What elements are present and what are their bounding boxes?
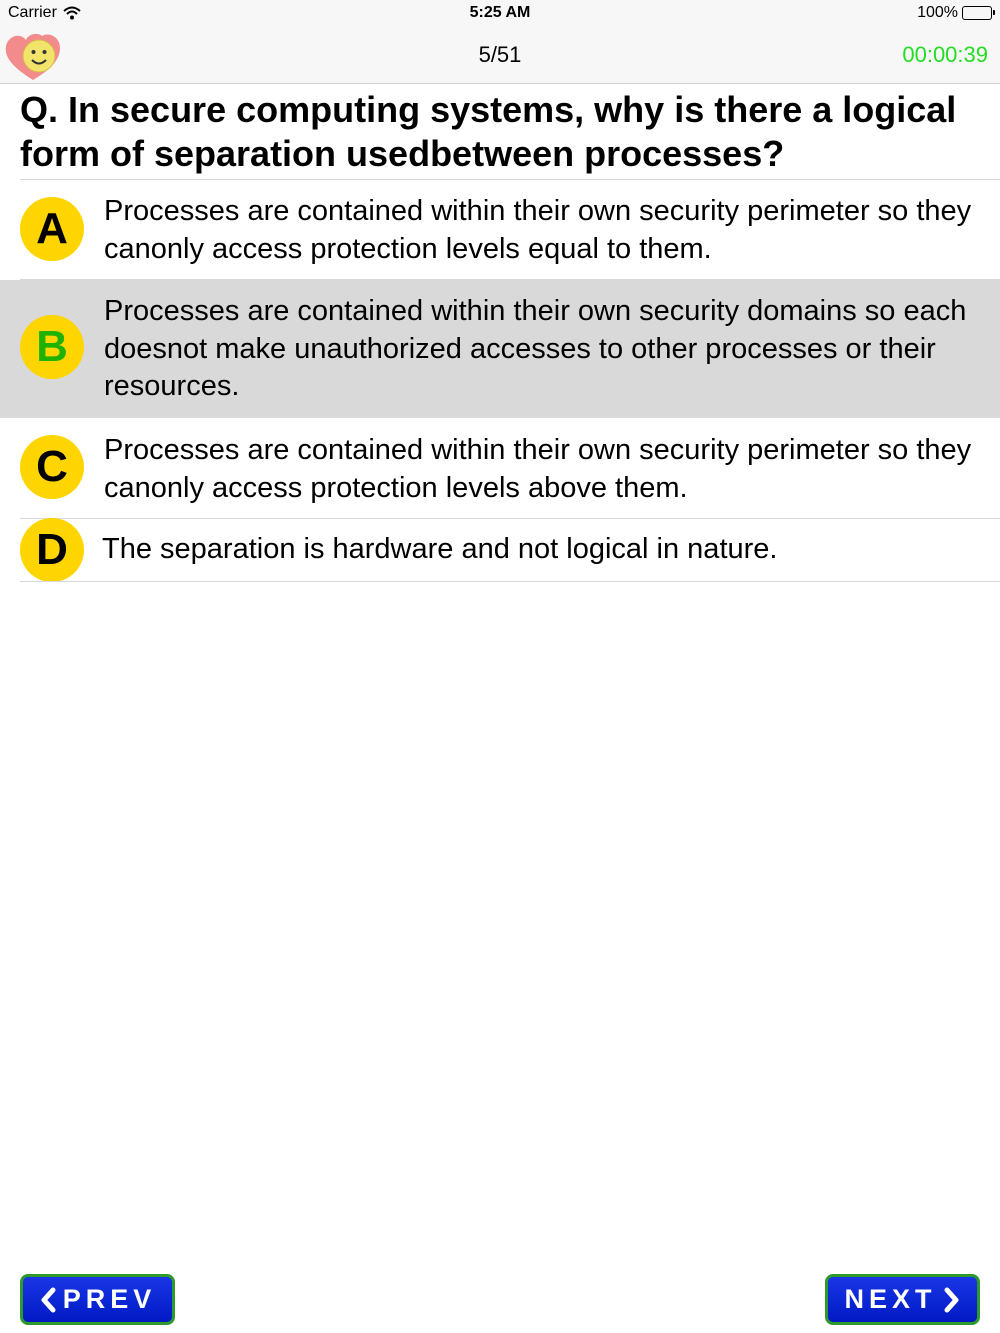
chevron-left-icon — [39, 1287, 57, 1313]
option-text-c: Processes are contained within their own security perimeter so they canonly access protection levels above them. — [104, 434, 972, 504]
prev-label: PREV — [62, 1284, 157, 1314]
question-progress: 5/51 — [478, 42, 522, 67]
option-badge-d: D — [20, 518, 84, 582]
next-label: NEXT — [844, 1284, 937, 1314]
option-a[interactable] — [0, 181, 1000, 279]
next-button[interactable] — [825, 1274, 980, 1325]
timer: 00:00:39 — [902, 42, 988, 67]
divider — [20, 179, 1000, 180]
option-d[interactable] — [0, 519, 1000, 581]
chevron-right-icon — [943, 1287, 961, 1313]
option-b[interactable] — [0, 280, 1000, 418]
option-badge-c: C — [20, 435, 84, 499]
battery-info — [917, 4, 992, 22]
battery-percent: 100% — [917, 4, 958, 21]
option-badge-b: B — [20, 315, 84, 379]
status-bar — [0, 0, 1000, 28]
question-text: Q. In secure computing systems, why is there a logical form of separation usedbetween processes? — [20, 89, 957, 174]
header-bar — [0, 28, 1000, 84]
option-text-b: Processes are contained within their own security domains so each doesnot make unauthorized accesses to other processes or their resources. — [104, 295, 967, 402]
status-time: 5:25 AM — [469, 4, 531, 21]
divider — [20, 581, 1000, 582]
prev-button[interactable] — [20, 1274, 175, 1325]
option-badge-a: A — [20, 197, 84, 261]
option-text-a: Processes are contained within their own security perimeter so they canonly access protection levels equal to them. — [104, 195, 972, 265]
carrier-label: Carrier — [8, 4, 57, 21]
option-c[interactable] — [0, 418, 1000, 518]
option-text-d: The separation is hardware and not logical in nature. — [102, 533, 778, 565]
battery-icon — [962, 6, 992, 20]
